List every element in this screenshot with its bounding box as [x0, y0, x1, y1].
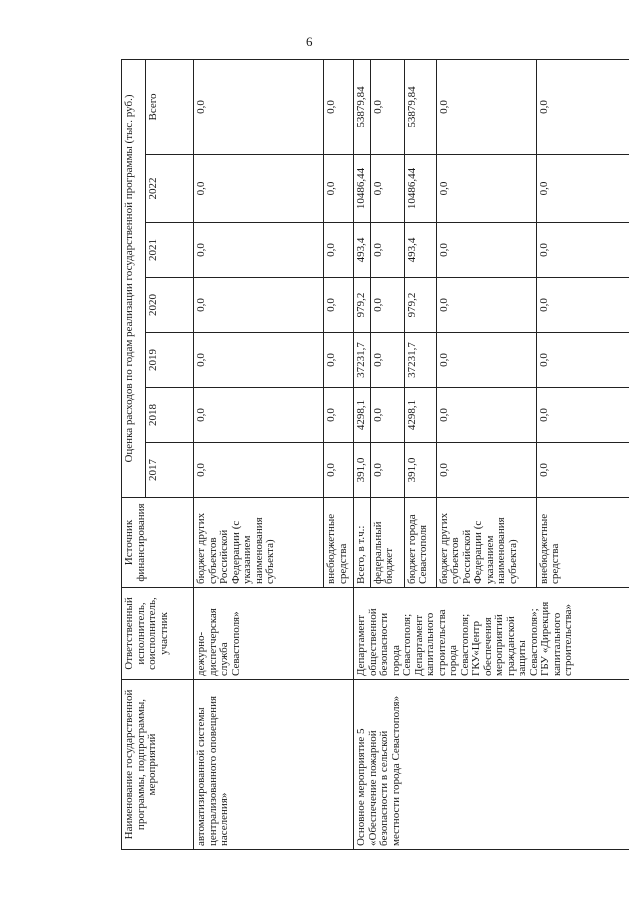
value-cell: 0,0	[436, 223, 536, 278]
value-cell: 37231,7	[404, 333, 436, 388]
value-cell: 0,0	[194, 60, 324, 155]
value-cell: 0,0	[436, 443, 536, 498]
source-label: внебюджетные средства	[324, 498, 354, 588]
value-cell: 979,2	[354, 278, 371, 333]
value-cell: 493,4	[354, 223, 371, 278]
header-year: 2021	[146, 223, 194, 278]
value-cell: 493,4	[404, 223, 436, 278]
source-label: федеральный бюджет	[370, 498, 404, 588]
responsible-cell: Департамент общественной безопасности города Севастополя; Департамент капитального строительства города Севастополя; ГКУ«Центр обеспечения мероприятий гражданской защиты Севастополя»; ГБУ «Дирекция капитального строительства»	[354, 588, 629, 680]
value-cell: 0,0	[436, 333, 536, 388]
table-row	[194, 60, 324, 850]
value-cell: 391,0	[354, 443, 371, 498]
value-cell: 0,0	[194, 223, 324, 278]
value-cell: 0,0	[536, 388, 629, 443]
program-name-cell: автоматизированной системы централизованного оповещения населения»	[194, 680, 354, 850]
value-cell: 0,0	[536, 278, 629, 333]
value-cell: 391,0	[404, 443, 436, 498]
value-cell: 0,0	[370, 278, 404, 333]
header-year: 2017	[146, 443, 194, 498]
header-year: 2019	[146, 333, 194, 388]
value-cell: 0,0	[370, 333, 404, 388]
rotated-table-container	[121, 60, 629, 850]
value-cell: 0,0	[370, 388, 404, 443]
value-cell: 0,0	[536, 60, 629, 155]
value-cell: 53879,84	[404, 60, 436, 155]
value-cell: 0,0	[436, 278, 536, 333]
page-number: 6	[306, 34, 313, 49]
value-cell: 0,0	[324, 278, 354, 333]
header-responsible: Ответственный исполнитель, соисполнитель, участник	[122, 588, 194, 680]
header-source: Источник финансирования	[122, 498, 194, 588]
value-cell: 0,0	[536, 333, 629, 388]
value-cell: 0,0	[370, 155, 404, 223]
value-cell: 53879,84	[354, 60, 371, 155]
header-year: 2022	[146, 155, 194, 223]
responsible-cell: дежурно-диспетчерская служба Севастополя»	[194, 588, 354, 680]
source-label: бюджет города Севастополя	[404, 498, 436, 588]
value-cell: 0,0	[324, 155, 354, 223]
source-label: бюджет других субъектов Российской Федерации (с указанием наименования субъекта)	[436, 498, 536, 588]
value-cell: 0,0	[324, 223, 354, 278]
source-label: Всего, в т.ч.:	[354, 498, 371, 588]
value-cell: 10486,44	[354, 155, 371, 223]
value-cell: 0,0	[324, 388, 354, 443]
value-cell: 0,0	[324, 333, 354, 388]
value-cell: 979,2	[404, 278, 436, 333]
value-cell: 10486,44	[404, 155, 436, 223]
value-cell: 0,0	[370, 223, 404, 278]
value-cell: 0,0	[436, 60, 536, 155]
source-label: бюджет других субъектов Российской Федерации (с указанием наименования субъекта)	[194, 498, 324, 588]
budget-table	[121, 59, 629, 850]
header-year: 2020	[146, 278, 194, 333]
value-cell: 0,0	[436, 155, 536, 223]
program-name-cell: Основное мероприятие 5 «Обеспечение пожарной безопасности в сельской местности города Севастополя»	[354, 680, 629, 850]
value-cell: 0,0	[194, 278, 324, 333]
value-cell: 0,0	[324, 443, 354, 498]
value-cell: 4298,1	[404, 388, 436, 443]
value-cell: 4298,1	[354, 388, 371, 443]
header-year: 2018	[146, 388, 194, 443]
value-cell: 37231,7	[354, 333, 371, 388]
header-estimate: Оценка расходов по годам реализации государственной программы (тыс. руб.)	[122, 60, 146, 498]
value-cell: 0,0	[194, 333, 324, 388]
source-label: внебюджетные средства	[536, 498, 629, 588]
header-row-1	[122, 60, 146, 850]
header-total: Всего	[146, 60, 194, 155]
value-cell: 0,0	[324, 60, 354, 155]
value-cell: 0,0	[370, 443, 404, 498]
value-cell: 0,0	[536, 443, 629, 498]
value-cell: 0,0	[194, 388, 324, 443]
value-cell: 0,0	[536, 155, 629, 223]
value-cell: 0,0	[436, 388, 536, 443]
value-cell: 0,0	[194, 155, 324, 223]
value-cell: 0,0	[370, 60, 404, 155]
table-row	[354, 60, 371, 850]
value-cell: 0,0	[536, 223, 629, 278]
value-cell: 0,0	[194, 443, 324, 498]
header-name: Наименование государственной программы, подпрограммы, мероприятий	[122, 680, 194, 850]
